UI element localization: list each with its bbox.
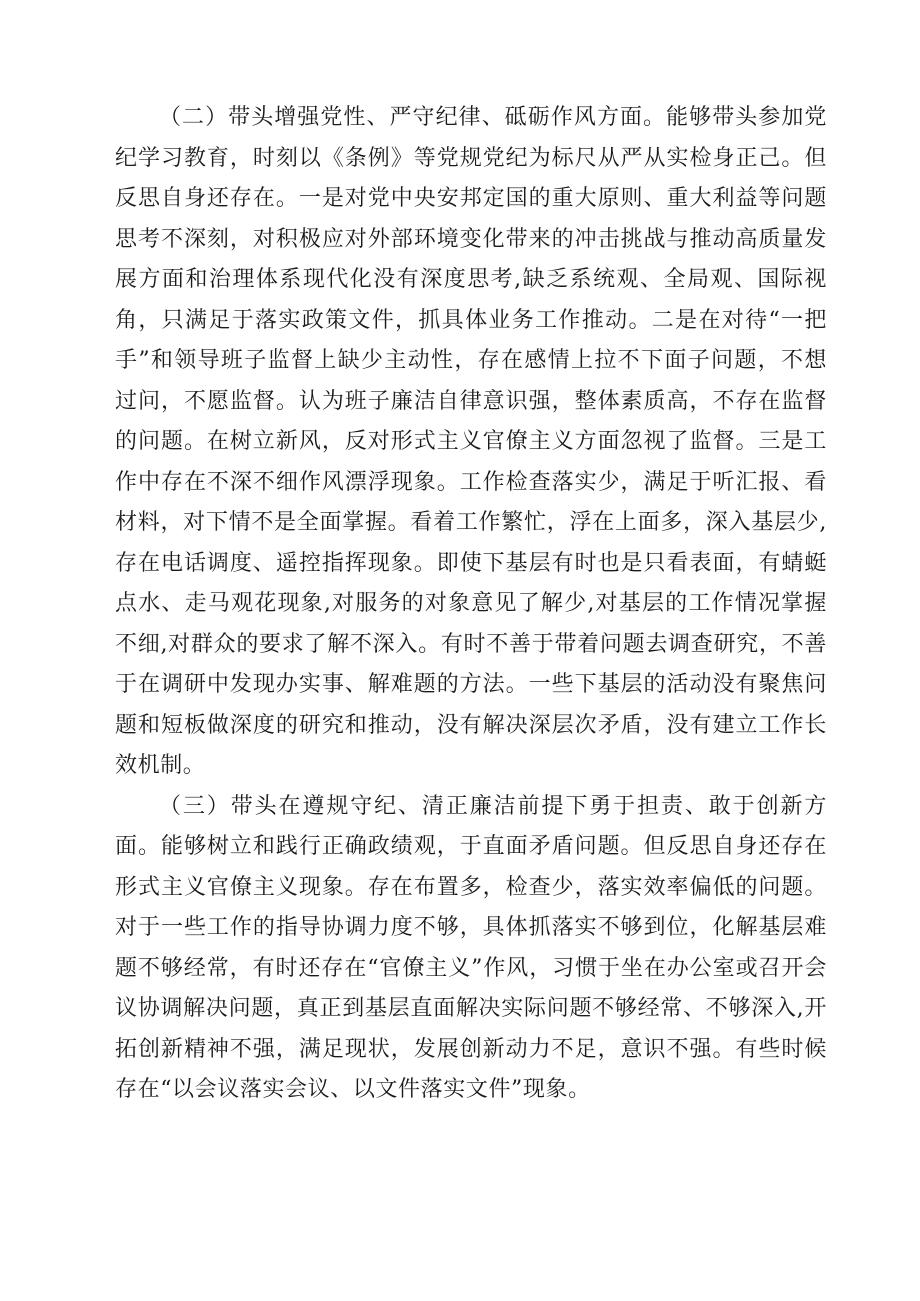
paragraph-section-three: （三）带头在遵规守纪、清正廉洁前提下勇于担责、敢于创新方面。能够树立和践行正确政绩观，于直面矛盾问题。但反思自身还存在形式主义官僚主义现象。存在布置多，检查少，落实效率偏低的问题。对于一些工作的指导协调力度不够，具体抓落实不够到位，化解基层难题不够经常，有时还存在“官僚主义”作风，习惯于坐在办公室或召开会议协调解决问题，真正到基层直面解决实际问题不够经常、不够深入,开拓创新精神不强，满足现状，发展创新动力不足，意识不强。有些时候存在“以会议落实会议、以文件落实文件”现象。 [115, 793, 827, 1102]
document-body [115, 98, 827, 1111]
paragraph-section-two: （二）带头增强党性、严守纪律、砥砺作风方面。能够带头参加党纪学习教育，时刻以《条例》等党规党纪为标尺从严从实检身正己。但反思自身还存在。一是对党中央安邦定国的重大原则、重大利益等问题思考不深刻，对积极应对外部环境变化带来的冲击挑战与推动高质量发展方面和治理体系现代化没有深度思考,缺乏系统观、全局观、国际视角，只满足于落实政策文件，抓具体业务工作推动。二是在对待“一把手”和领导班子监督上缺少主动性，存在感情上拉不下面子问题，不想过问，不愿监督。认为班子廉洁自律意识强，整体素质高，不存在监督的问题。在树立新风，反对形式主义官僚主义方面忽视了监督。三是工作中存在不深不细作风漂浮现象。工作检查落实少，满足于听汇报、看材料，对下情不是全面掌握。看着工作繁忙，浮在上面多，深入基层少,存在电话调度、遥控指挥现象。即使下基层有时也是只看表面，有蜻蜓点水、走马观花现象,对服务的对象意见了解少,对基层的工作情况掌握不细,对群众的要求了解不深入。有时不善于带着问题去调查研究，不善于在调研中发现办实事、解难题的方法。一些下基层的活动没有聚焦问题和短板做深度的研究和推动，没有解决深层次矛盾，没有建立工作长效机制。 [115, 105, 827, 778]
